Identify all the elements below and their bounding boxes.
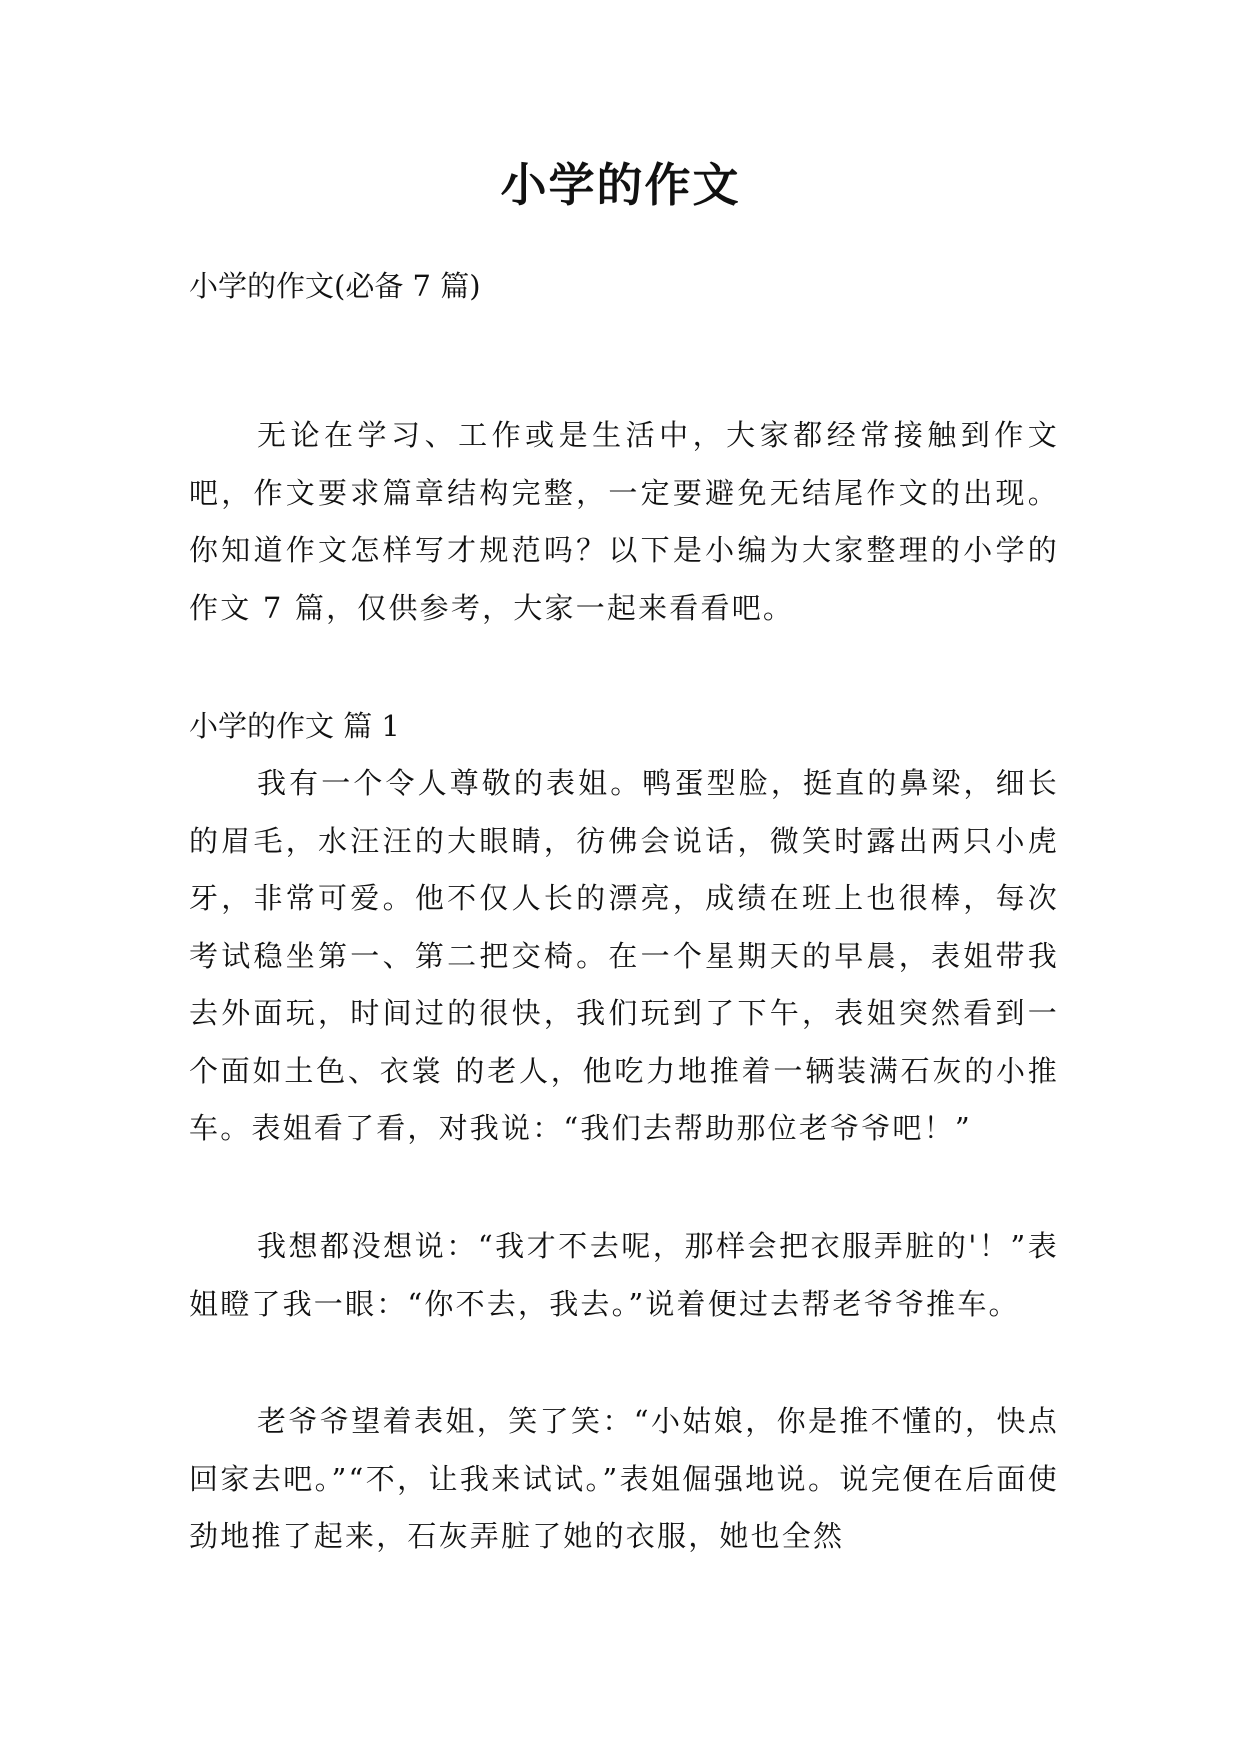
- document-title: 小学的作文: [500, 158, 741, 212]
- document-subtitle: 小学的作文(必备 7 篇): [189, 269, 481, 303]
- body-paragraph: 我想都没想说：“我才不去呢，那样会把衣服弄脏的'！”表姐瞪了我一眼：“你不去，我去。”说着便过去帮老爷爷推车。: [189, 1229, 1059, 1321]
- body-paragraph: 我有一个令人尊敬的表姐。鸭蛋型脸，挺直的鼻梁，细长的眉毛，水汪汪的大眼睛，彷佛会说话，微笑时露出两只小虎牙，非常可爱。他不仅人长的漂亮，成绩在班上也很棒，每次考试稳坐第一、第二把交椅。在一个星期天的早晨，表姐带我去外面玩，时间过的很快，我们玩到了下午，表姐突然看到一个面如土色、衣裳 的老人，他吃力地推着一辆装满石灰的小推车。表姐看了看，对我说：“我们去帮助那位老爷爷吧！”: [189, 766, 1059, 1145]
- intro-paragraph: 无论在学习、工作或是生活中，大家都经常接触到作文吧，作文要求篇章结构完整，一定要避免无结尾作文的出现。你知道作文怎样写才规范吗？以下是小编为大家整理的小学的作文 7 篇，仅供参考，大家一起来看看吧。: [189, 418, 1059, 625]
- section-heading: 小学的作文 篇 1: [189, 709, 400, 743]
- body-paragraph: 老爷爷望着表姐，笑了笑：“小姑娘，你是推不懂的，快点回家去吧。”“不，让我来试试。”表姐倔强地说。说完便在后面使劲地推了起来，石灰弄脏了她的衣服，她也全然: [189, 1404, 1059, 1553]
